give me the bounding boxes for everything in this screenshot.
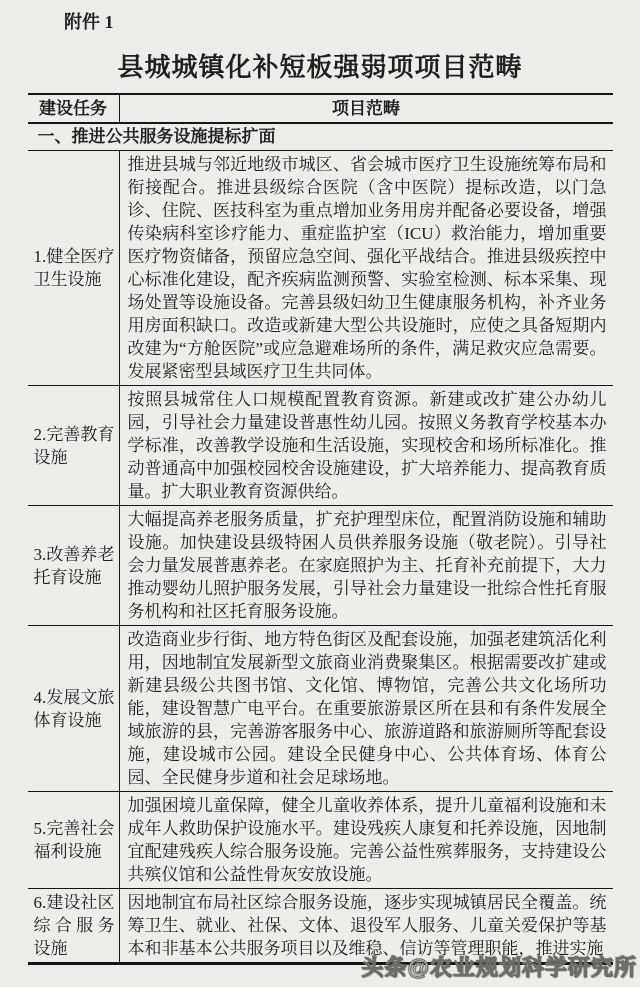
toutiao-watermark: 头条@农业规划科学研究所 xyxy=(361,955,637,980)
task-label: 2.完善教育设施 xyxy=(33,424,115,467)
table-row-education xyxy=(28,386,613,506)
table-row-culture-tourism xyxy=(28,626,613,792)
scope-cell: 改造商业步行街、地方特色街区及配套设施，加强老建筑活化利用，因地制宜发展新型文旅商业消费聚集区。根据需要改扩建或新建县级公共图书馆、文化馆、博物馆，完善公共文化场所功能，建设智慧广电平台。在重要旅游景区所在县和有条件发展全域旅游的县，完善游客服务中心、旅游道路和旅游厕所等配套设施，建设城市公园。建设全民健身中心、公共体育场、体育公园、全民健身步道和社会足球场地。 xyxy=(127,630,607,787)
table-header-row xyxy=(28,95,613,124)
task-label: 4.发展文旅体育设施 xyxy=(33,687,115,730)
task-cell xyxy=(28,889,120,962)
scope-cell: 因地制宜布局社区综合服务设施，逐步实现城镇居民全覆盖。统筹卫生、就业、社保、文体、退役军人服务、儿童关爱保护等基本和非基本公共服务项目以及维稳、信访等管理职能，推进实施 xyxy=(127,893,607,958)
task-label: 1.健全医疗卫生设施 xyxy=(33,247,115,289)
task-cell xyxy=(28,151,120,385)
scope-cell: 加强困境儿童保障，健全儿童收养体系，提升儿童福利设施和未成年人救助保护设施水平。建设残疾人康复和托养设施，因地制宜配建残疾人综合服务设施。完善公益性殡葬服务，支持建设公共殡仪馆和公益性骨灰安放设施。 xyxy=(127,796,607,884)
attachment-label: 附件 1 xyxy=(64,12,114,32)
table-row-welfare xyxy=(28,792,613,889)
header-task-label: 建设任务 xyxy=(39,99,107,118)
task-label: 5.完善社会福利设施 xyxy=(33,819,115,861)
task-label: 3.改善养老托育设施 xyxy=(33,544,115,587)
scope-cell: 大幅提高养老服务质量，扩充护理型床位，配置消防设施和辅助设施。加快建设县级特困人员供养服务设施（敬老院）。引导社会力量发展普惠养老。在家庭照护为主、托育补充前提下，大力推动婴幼儿照护服务发展，引导社会力量建设一批综合性托育服务机构和社区托育服务设施。 xyxy=(127,510,607,621)
table-row-eldercare xyxy=(28,506,613,626)
section-heading-row: 一、推进公共服务设施提标扩面 xyxy=(28,124,613,151)
task-cell xyxy=(28,506,120,625)
header-cell-task xyxy=(28,95,120,122)
header-scope-label: 项目范畴 xyxy=(332,99,400,118)
task-cell xyxy=(28,792,120,888)
task-label: 6.建设社区综合服务设施 xyxy=(33,893,115,958)
task-cell xyxy=(28,626,120,791)
page-title: 县城城镇化补短板强弱项项目范畴 xyxy=(117,53,523,82)
task-cell xyxy=(28,386,120,505)
scope-cell: 按照县城常住人口规模配置教育资源。新建或改扩建公办幼儿园，引导社会力量建设普惠性幼儿园。按照义务教育学校基本办学标准，改善教学设施和生活设施，实现校舍和场所标准化。推动普通高中加强校园校舍设施建设，扩大培养能力、提高教育质量。扩大职业教育资源供给。 xyxy=(127,390,607,501)
scope-cell: 推进县城与邻近地级市城区、省会城市医疗卫生设施统筹布局和衔接配合。推进县级综合医院（含中医院）提标改造，以门急诊、住院、医技科室为重点增加业务用房并配备必要设备，增强传染病科室诊疗能力、重症监护室（ICU）救治能力，增加重要医疗物资储备，预留应急空间、强化平战结合。推进县级疾控中心标准化建设，配齐疾病监测预警、实验室检测、标本采集、现场处置等设施设备。完善县级妇幼卫生健康服务机构，补齐业务用房面积缺口。改造或新建大型公共设施时，应使之具备短期内改建为“方舱医院”或应急避难场所的条件，满足救灾应急需要。发展紧密型县域医疗卫生共同体。 xyxy=(127,155,607,381)
table-row-medical xyxy=(28,151,613,386)
header-cell-scope xyxy=(120,95,613,122)
project-scope-table xyxy=(28,93,613,965)
